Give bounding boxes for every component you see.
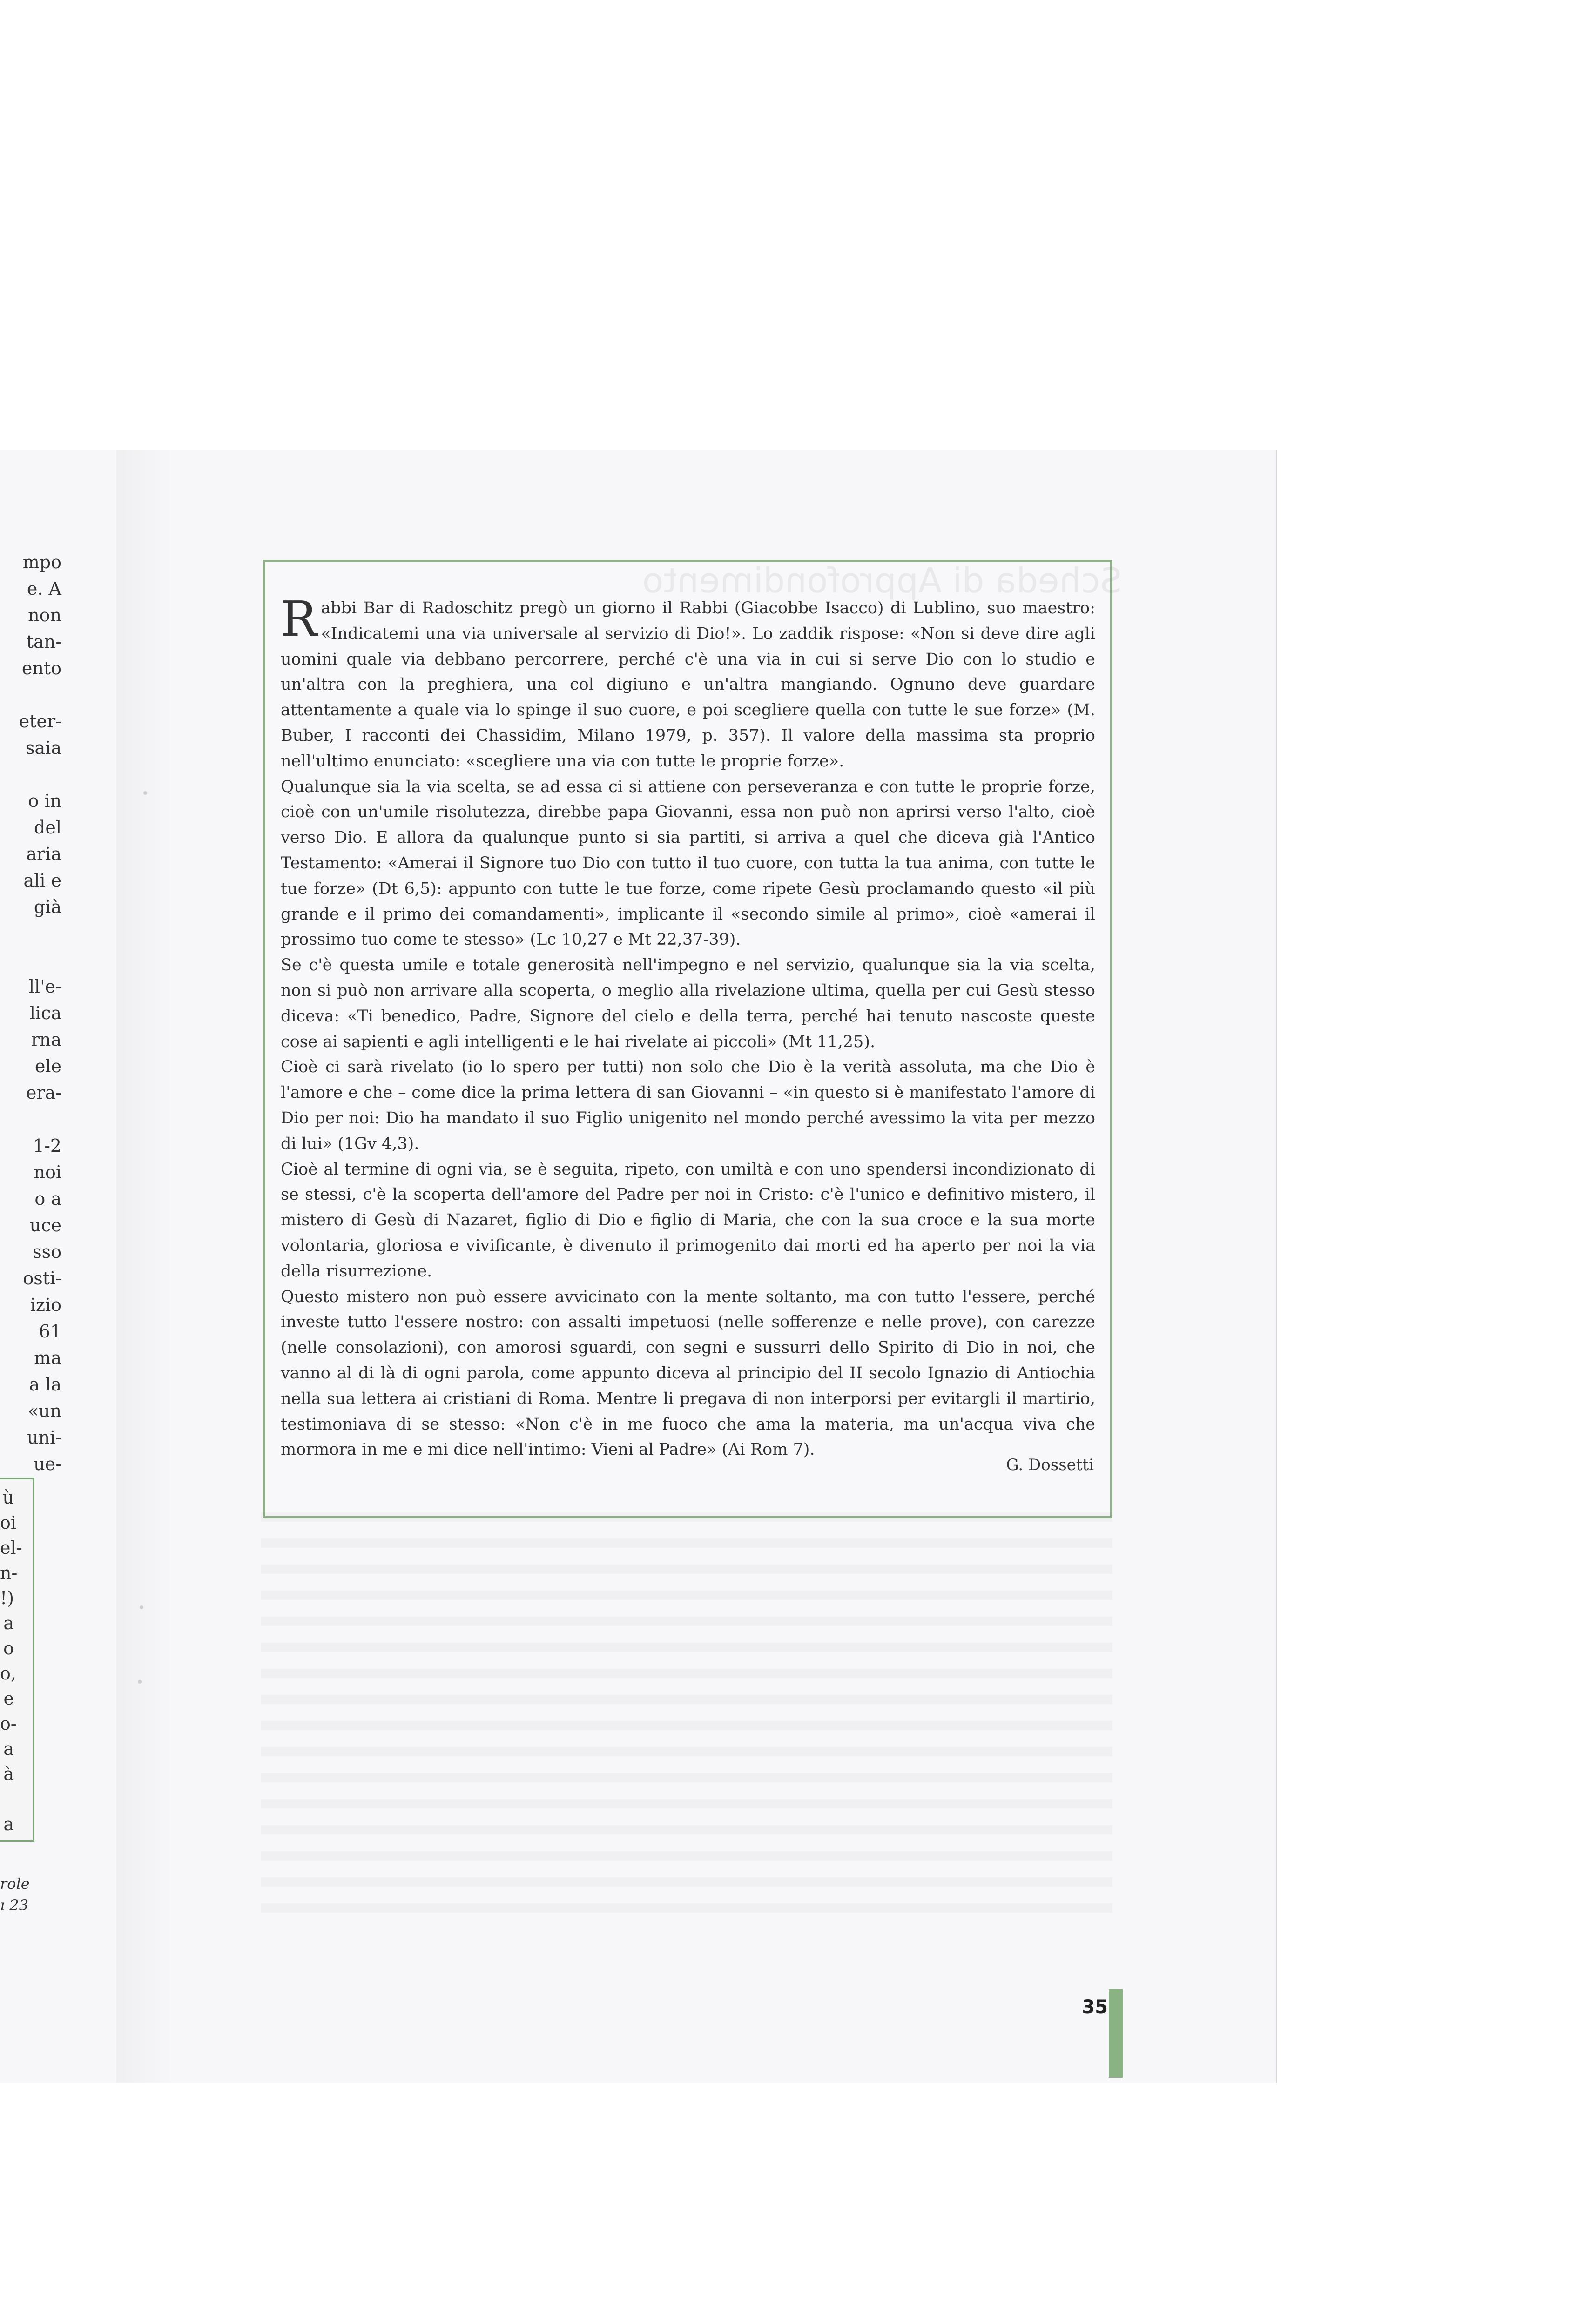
paragraph-6: Questo mistero non può essere avvicinato con la mente soltanto, ma con tutto l'essere, perché investe tutto l'essere nostro: con assalti impetuosi (nelle sofferenze e nelle prove), con carezze (nelle consolazioni), con amorosi sguardi, con segni e sussurri dello Spirito di Dio in noi, che vanno al di là di ogni parola, come appunto diceva al principio del II secolo Ignazio di Antiochia nella sua lettera ai cristiani di Roma. Mentre li pregava di non interporsi per evitargli il martirio, testimoniava di se stesso: «Non c'è in me fuoco che ama la materia, ma un'acqua viva che mormora in me e mi dice nell'intimo: Vieni al Padre» (Ai Rom 7). xyxy=(281,1287,1095,1459)
left-page-text-fragment: saia xyxy=(26,738,61,758)
left-box-text-fragment: el- xyxy=(0,1538,22,1558)
left-box-text-fragment: e xyxy=(3,1688,14,1709)
left-page-text-fragment: ento xyxy=(21,658,61,678)
left-page-text-fragment: lica xyxy=(29,1003,61,1023)
left-page-text-fragment: ali e xyxy=(23,870,61,891)
left-box-text-fragment: o, xyxy=(0,1663,16,1684)
left-box-text-fragment: o- xyxy=(0,1713,17,1734)
left-page-text-fragment: tan- xyxy=(26,631,61,652)
left-page-text-fragment: e. A xyxy=(27,578,61,599)
left-page-text-fragment: noi xyxy=(34,1162,61,1182)
ghost-heading: Scheda di Approfondimento xyxy=(642,561,1122,601)
speck xyxy=(143,791,147,795)
left-box-text-fragment: o xyxy=(3,1638,14,1659)
left-box-text-fragment: a xyxy=(3,1814,14,1834)
left-box-text-fragment: oi xyxy=(0,1512,17,1533)
left-page-text-fragment: non xyxy=(28,605,61,625)
paragraph-4: Cioè ci sarà rivelato (io lo spero per tutti) non solo che Dio è la verità assoluta, ma che Dio è l'amore e che – come dice la prima lettera di san Giovanni – «in questo si è manifestato l'amore di Dio per noi: Dio ha mandato il suo Figlio unigenito nel mondo perché avessimo la vita per mezzo di lui» (1Gv 4,3). xyxy=(281,1058,1095,1153)
left-page-text-fragment: aria xyxy=(26,844,61,864)
scheda-text xyxy=(281,591,1095,1463)
left-page-text-fragment: «un xyxy=(27,1401,61,1421)
paragraph-1 xyxy=(281,591,1095,774)
drop-cap: R xyxy=(281,591,317,647)
left-page-text-fragment: izio xyxy=(30,1295,61,1315)
paragraph-2: Qualunque sia la via scelta, se ad essa ci si attiene con perseveranza e con tutte le proprie forze, cioè con un'umile risolutezza, direbbe papa Giovanni, essa non può non aprirsi verso l'alto, cioè verso Dio. E allora da qualunque punto si sia partiti, si arriva a quel che diceva già l'Antico Testamento: «Amerai il Signore tuo Dio con tutto il tuo cuore, con tutta la tua anima, con tutte le tue forze» (Dt 6,5): appunto con tutte le tue forze, come ripete Gesù proclamando questo «il più grande e il primo dei comandamenti», implicante il «secondo simile al primo», cioè «amerai il prossimo tuo come te stesso» (Lc 10,27 e Mt 22,37-39). xyxy=(281,777,1095,949)
left-box-text-fragment: a xyxy=(3,1739,14,1759)
left-page-text-fragment: ue- xyxy=(34,1454,61,1474)
paragraph-5: Cioè al termine di ogni via, se è seguita, ripeto, con umiltà e con uno spendersi incondizionato di se stessi, c'è la scoperta dell'amore del Padre per noi in Cristo: c'è l'unico e definitivo mistero, il mistero di Gesù di Nazaret, figlio di Dio e figlio di Maria, che con la sua croce e la sua morte volontaria, gloriosa e vivificante, è divenuto il primogenito dai morti ed ha aperto per noi la via della risurrezione. xyxy=(281,1160,1095,1281)
left-page-text-fragment: 1-2 xyxy=(33,1135,61,1156)
left-box-text-fragment: à xyxy=(3,1764,14,1784)
bleed-through-text xyxy=(261,1512,1112,1922)
speck xyxy=(138,1680,142,1684)
left-page-text-fragment: rna xyxy=(31,1029,61,1050)
left-page-text-fragment: ele xyxy=(34,1056,61,1076)
speck xyxy=(140,1605,143,1609)
left-page-text-fragment: osti- xyxy=(23,1268,61,1289)
left-page-text-fragment: già xyxy=(34,897,61,917)
left-page-text-fragment: 61 xyxy=(39,1321,61,1342)
left-page-text-fragment: sso xyxy=(33,1242,61,1262)
left-page-text-fragment: uce xyxy=(29,1215,61,1236)
left-page-text-fragment: a la xyxy=(29,1374,61,1395)
left-page-text-fragment: o a xyxy=(34,1189,61,1209)
left-page-text-fragment: ma xyxy=(34,1348,61,1368)
left-page-text-fragment: del xyxy=(34,817,61,838)
left-page-text-fragment: mpo xyxy=(22,552,61,572)
left-box-text-fragment: ù xyxy=(2,1487,14,1508)
left-page-text-fragment: era- xyxy=(26,1082,61,1103)
left-box-text-fragment: n- xyxy=(0,1563,18,1583)
paragraph-1-text: abbi Bar di Radoschitz pregò un giorno il Rabbi (Giacobbe Isacco) di Lublino, suo maestro: «Indicatemi una via universale al servizio di Dio!». Lo zaddik rispose: «Non si deve dire agli uomini quale via debbano percorrere, perché c'è una via in cui si serve Dio con lo studio e un'altra con la preghiera, una col digiuno e un'altra mangiando. Ognuno deve guardare attentamente a quale via lo spinge il suo cuore, e poi scegliere quella con tutte le sue forze» (M. Buber, I racconti dei Chassidim, Milano 1979, p. 357). Il valore della massima sta proprio nell'ultimo enunciato: «scegliere una via con tutte le proprie forze». xyxy=(281,599,1095,771)
page-number: 35 xyxy=(1082,1996,1108,2018)
paragraph-3: Se c'è questa umile e totale generosità nell'impegno e nel servizio, qualunque sia la via scelta, non si può non arrivare alla scoperta, o meglio alla rivelazione ultima, quella per cui Gesù stesso diceva: «Ti benedico, Padre, Signore del cielo e della terra, perché hai tenuto nascoste queste cose ai sapienti e agli intelligenti e le hai rivelate ai piccoli» (Mt 11,25). xyxy=(281,956,1095,1051)
left-bottom-text-fragment: role xyxy=(0,1875,30,1893)
left-box-text-fragment: !) xyxy=(0,1588,14,1608)
left-page-text-fragment: ll'e- xyxy=(28,976,61,997)
left-page-text-fragment: o in xyxy=(28,791,61,811)
left-page-text-fragment: eter- xyxy=(19,711,61,732)
left-page-text-fragment: uni- xyxy=(27,1427,61,1448)
signature: G. Dossetti xyxy=(1006,1456,1094,1474)
gutter-shadow xyxy=(116,450,172,2083)
left-box-text-fragment: a xyxy=(3,1613,14,1633)
page-accent-bar xyxy=(1109,1989,1123,2078)
left-bottom-text-fragment: ı 23 xyxy=(0,1896,29,1914)
